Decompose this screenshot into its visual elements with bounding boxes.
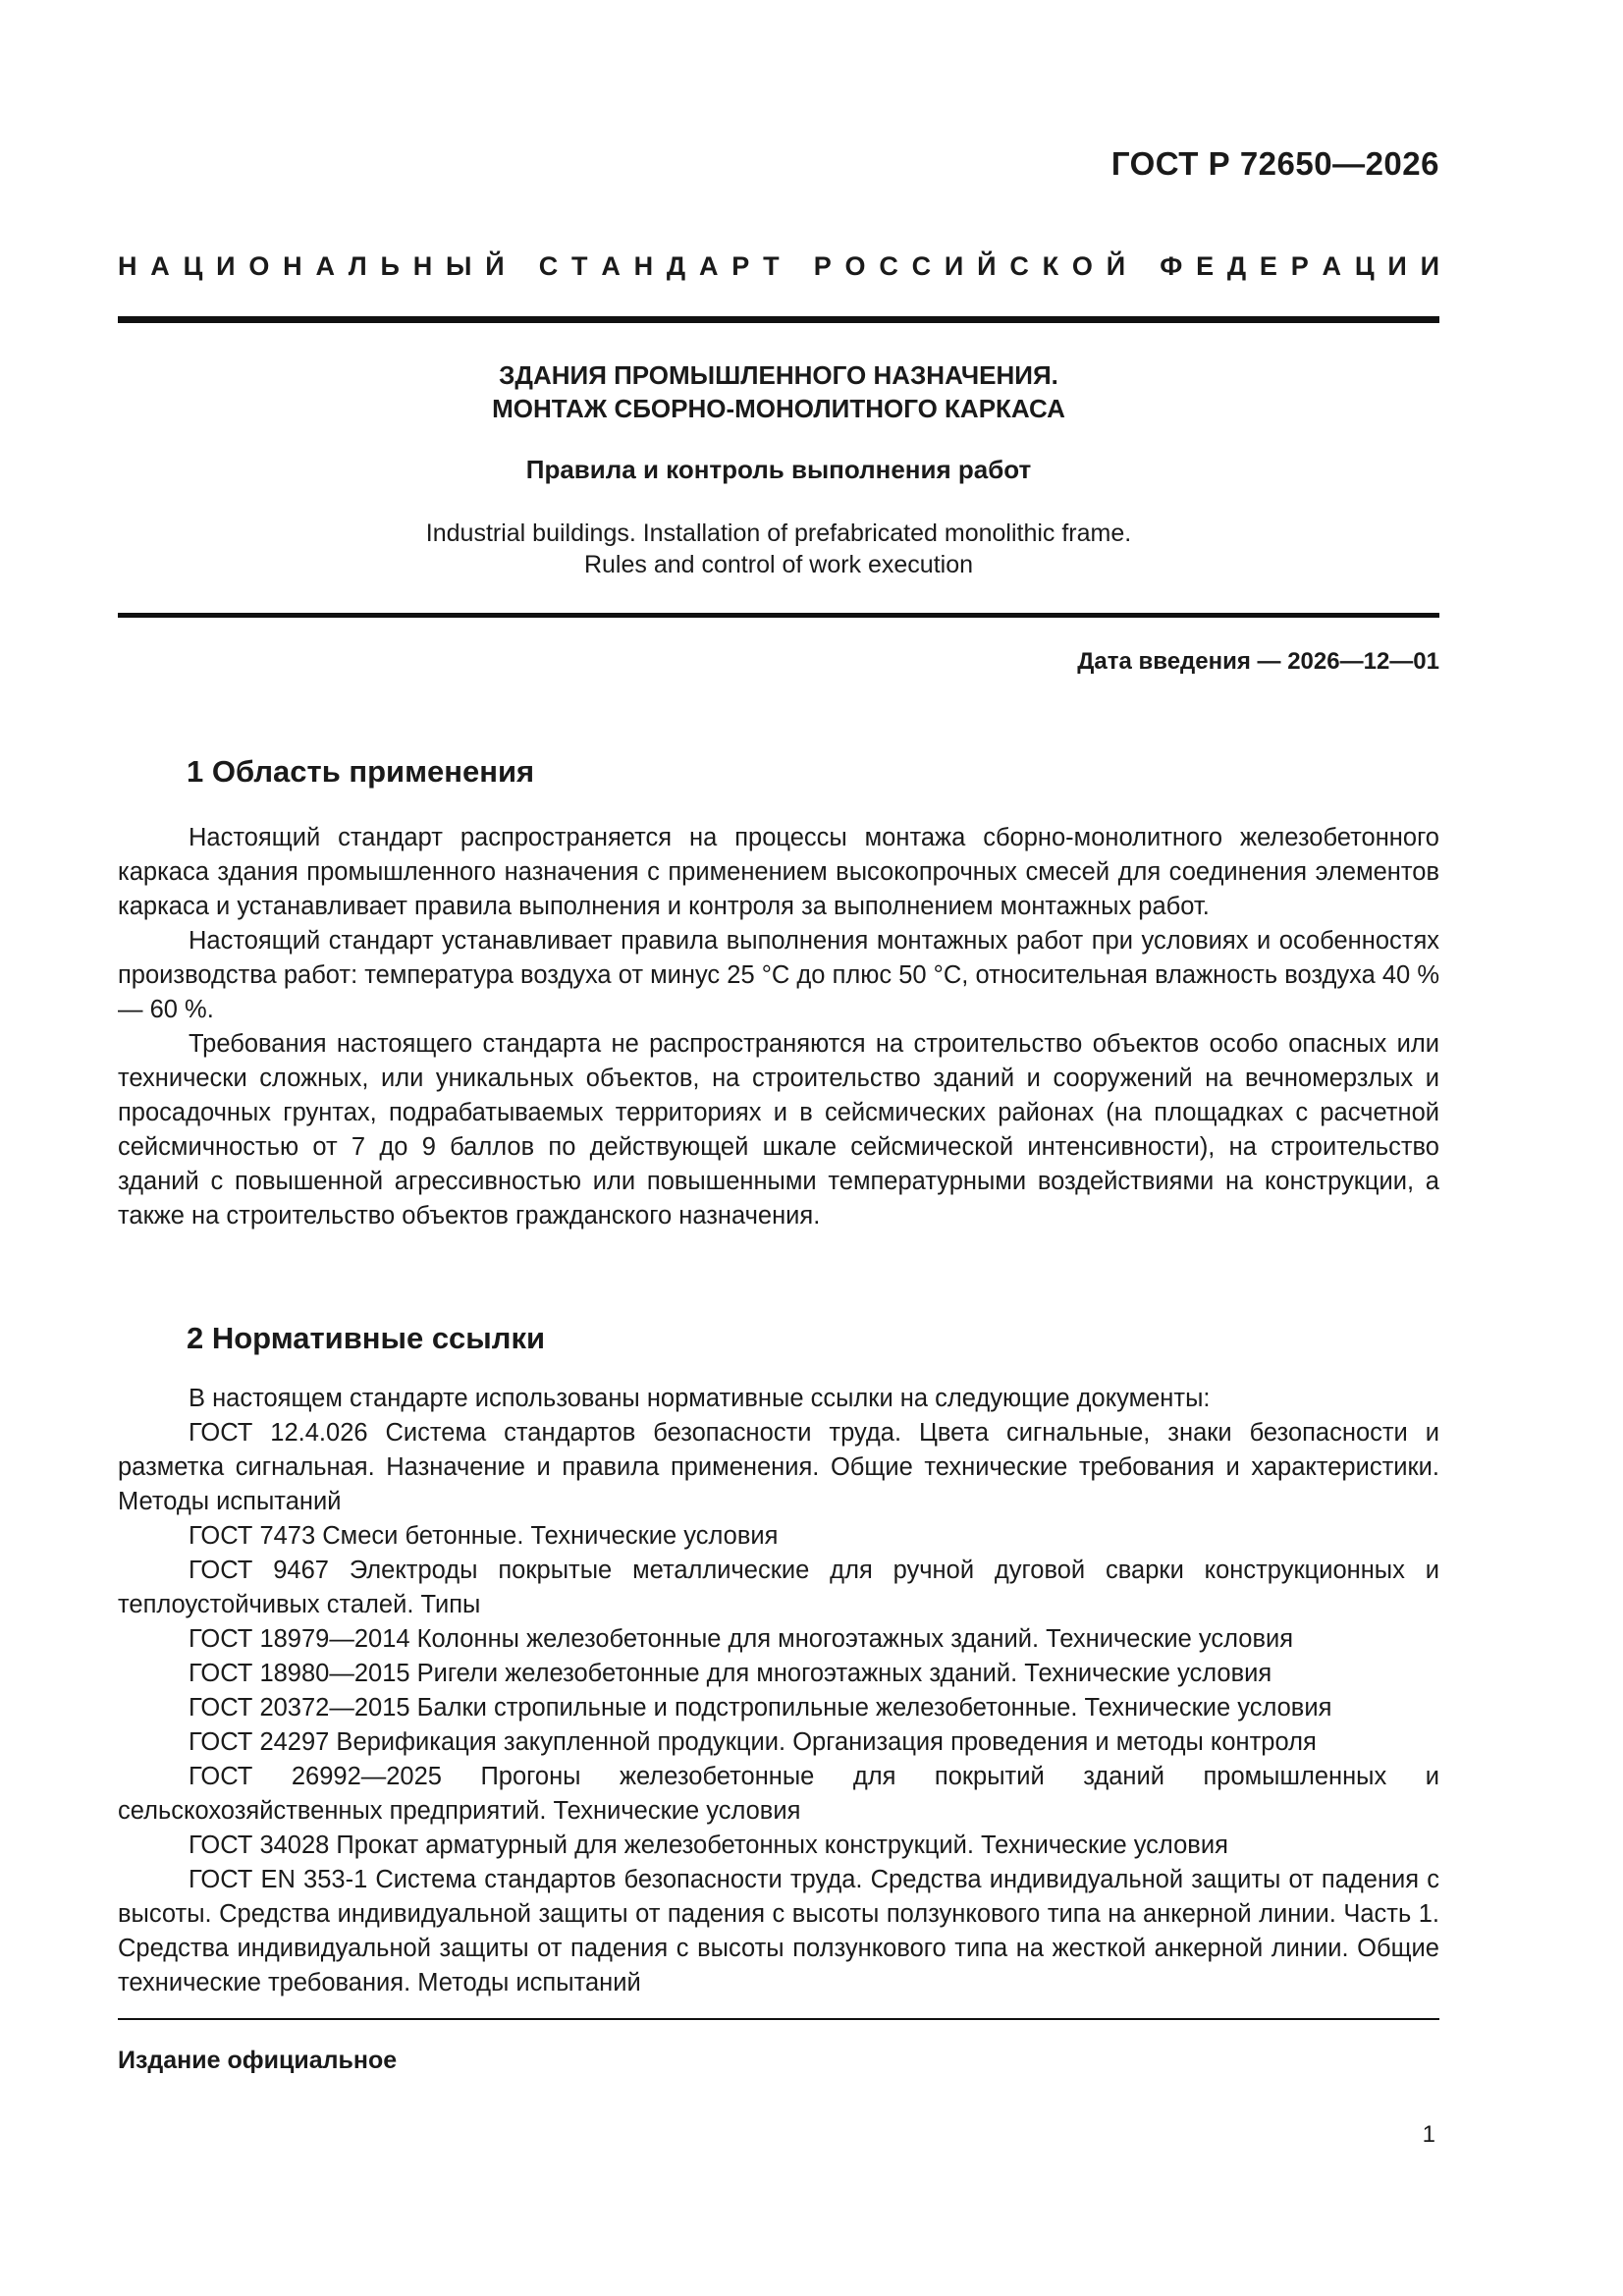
introduction-date: Дата введения — 2026—12—01 [1077, 648, 1439, 675]
national-label-letter: С [1009, 251, 1029, 281]
section-1-body [118, 821, 1439, 1233]
national-label-letter [1139, 251, 1147, 282]
normative-reference: ГОСТ 9467 Электроды покрытые металлические для ручной дуговой сварки конструкционных и теплоустойчивых сталей. Типы [118, 1557, 1439, 1618]
section-2-body [118, 1382, 1439, 2000]
normative-reference: ГОСТ 7473 Смеси бетонные. Технические условия [189, 1522, 779, 1550]
national-label-letter: Ы [445, 251, 472, 281]
section-1-paragraph: Требования настоящего стандарта не распространяются на строительство объектов особо опасных или технически сложных, или уникальных объектов, на строительство зданий и сооружений на вечномерзлых и просадочных грунтах, подрабатываемых территориях и в сейсмических районах (на площадках с расчетной сейсмичностью от 7 до 9 баллов по действующей шкале сейсмической интенсивности), на строительство зданий с повышенной агрессивностью или повышенными температурными воздействиями на конструкции, а также на строительство объектов гражданского назначения. [118, 1030, 1439, 1230]
national-label-letter: А [698, 251, 719, 281]
national-label-letter: К [1042, 251, 1059, 281]
national-label-letter: И [1420, 251, 1439, 281]
section-2-lead: В настоящем стандарте использованы нормативные ссылки на следующие документы: [189, 1385, 1211, 1412]
header-rule [118, 316, 1439, 323]
national-label-letter: Д [666, 251, 686, 281]
document-page [118, 0, 1439, 2296]
national-label-letter: А [1322, 251, 1342, 281]
english-title-line-2: Rules and control of work execution [583, 551, 974, 578]
national-label-letter: О [844, 251, 866, 281]
national-label-letter: Д [1226, 251, 1247, 281]
normative-reference: ГОСТ 26992—2025 Прогоны железобетонные для покрытий зданий промышленных и сельскохозяйственных предприятий. Технические условия [118, 1763, 1439, 1825]
section-1-paragraph: Настоящий стандарт распространяется на процессы монтажа сборно-монолитного железобетонного каркаса здания промышленного назначения с применением высокопрочных смесей для соединения элементов каркаса и устанавливает правила выполнения и контроля за выполнением монтажных работ. [118, 824, 1439, 920]
title-rule [118, 613, 1439, 618]
national-label-letter: Н [283, 251, 302, 281]
official-edition-label: Издание официальное [118, 2047, 398, 2074]
national-label-letter: О [248, 251, 270, 281]
national-label-letter: А [315, 251, 335, 281]
national-label-letter: С [538, 251, 559, 281]
national-label-letter: И [944, 251, 964, 281]
title-line-1: ЗДАНИЯ ПРОМЫШЛЕННОГО НАЗНАЧЕНИЯ. [499, 360, 1058, 390]
national-label-letter: И [1387, 251, 1407, 281]
national-label-letter: Е [1259, 251, 1277, 281]
national-label-letter: Т [763, 251, 780, 281]
national-label-letter [517, 251, 525, 282]
national-label-letter: Н [633, 251, 654, 281]
normative-reference: ГОСТ 18980—2015 Ригели железобетонные для многоэтажных зданий. Технические условия [189, 1660, 1272, 1687]
section-1-paragraph: Настоящий стандарт устанавливает правила выполнения монтажных работ при условиях и особенностях производства работ: температура воздуха от минус 25 °С до плюс 50 °С, относительная влажность воздуха 40 % — 60 %. [118, 927, 1439, 1023]
national-label-letter: Й [485, 251, 505, 281]
national-label-letter: Т [571, 251, 588, 281]
national-label-letter: А [601, 251, 621, 281]
national-label-letter: С [879, 251, 898, 281]
national-label-letter: О [1071, 251, 1093, 281]
english-title [118, 518, 1439, 580]
national-label-letter: Й [1106, 251, 1126, 281]
national-label-letter: Ц [1354, 251, 1375, 281]
national-label-letter: Ц [183, 251, 203, 281]
normative-reference: ГОСТ 18979—2014 Колонны железобетонные для многоэтажных зданий. Технические условия [189, 1625, 1294, 1653]
section-2-heading: 2 Нормативные ссылки [187, 1321, 546, 1355]
national-label-letter: Н [118, 251, 137, 281]
national-label-letter: Е [1196, 251, 1215, 281]
national-label-letter: Р [1290, 251, 1309, 281]
national-label-letter: Р [731, 251, 750, 281]
normative-reference: ГОСТ 12.4.026 Система стандартов безопасности труда. Цвета сигнальные, знаки безопасности и разметка сигнальная. Назначение и правила применения. Общие технические требования и характеристики. Методы испытаний [118, 1419, 1439, 1515]
title-line-2: МОНТАЖ СБОРНО-МОНОЛИТНОГО КАРКАСА [492, 394, 1065, 423]
national-label-letter: Ь [380, 251, 400, 281]
national-label-letter: Ф [1160, 251, 1183, 281]
standard-code: ГОСТ Р 72650—2026 [1110, 145, 1439, 182]
national-label-letter: С [911, 251, 932, 281]
normative-reference: ГОСТ 24297 Верификация закупленной продукции. Организация проведения и методы контроля [189, 1728, 1317, 1756]
national-label-letter: А [150, 251, 170, 281]
national-standard-label [118, 251, 1439, 282]
document-title [118, 358, 1439, 425]
national-label-letter: Н [412, 251, 433, 281]
normative-reference: ГОСТ EN 353-1 Система стандартов безопасности труда. Средства индивидуальной защиты от падения с высоты. Средства индивидуальной защиты от падения с высоты ползункового типа на анкерной линии. Часть 1. Средства индивидуальной защиты от падения с высоты ползункового типа на жесткой анкерной линии. Общие технические требования. Методы испытаний [118, 1866, 1439, 1996]
national-label-letter: Л [348, 251, 367, 281]
national-label-letter: И [216, 251, 236, 281]
section-1-heading: 1 Область применения [187, 754, 535, 789]
page-number: 1 [1422, 2121, 1435, 2148]
national-label-letter [792, 251, 800, 282]
national-label-letter: Й [977, 251, 997, 281]
normative-reference: ГОСТ 20372—2015 Балки стропильные и подстропильные железобетонные. Технические условия [189, 1694, 1332, 1722]
normative-reference: ГОСТ 34028 Прокат арматурный для железобетонных конструкций. Технические условия [189, 1831, 1228, 1859]
footer-rule [118, 2018, 1439, 2020]
national-label-letter: Р [813, 251, 832, 281]
english-title-line-1: Industrial buildings. Installation of prefabricated monolithic frame. [425, 519, 1132, 547]
document-subtitle: Правила и контроль выполнения работ [525, 455, 1032, 484]
